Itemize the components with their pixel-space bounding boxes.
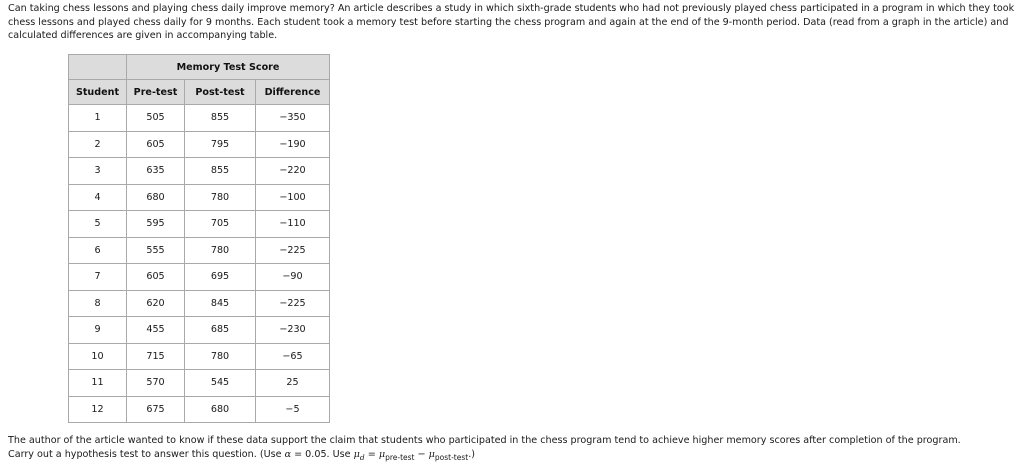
cell-difference: −90 xyxy=(256,264,330,291)
cell-post-test: 845 xyxy=(185,290,256,317)
problem-intro: Can taking chess lessons and playing chess daily improve memory? An article describes a study in which sixth-grade students who had not previously played chess participated in a program in which they took chess lessons and played chess daily for 9 months. Each student took a memory test before starting the chess program and again at the end of the 9-month period. Data (read from a graph in the article) and calculated differences are given in accompanying table. xyxy=(8,3,1015,42)
cell-student: 8 xyxy=(69,290,127,317)
minus-sign: − xyxy=(414,449,429,460)
cell-pre-test: 595 xyxy=(127,211,185,238)
cell-pre-test: 605 xyxy=(127,264,185,291)
cell-pre-test: 555 xyxy=(127,237,185,264)
close-paren: .) xyxy=(468,449,475,460)
memory-score-table xyxy=(68,54,330,423)
cell-student: 5 xyxy=(69,211,127,238)
cell-difference: −225 xyxy=(256,237,330,264)
cell-student: 2 xyxy=(69,131,127,158)
cell-pre-test: 620 xyxy=(127,290,185,317)
table-row xyxy=(69,184,330,211)
table-body xyxy=(69,105,330,423)
cell-pre-test: 570 xyxy=(127,370,185,397)
cell-post-test: 705 xyxy=(185,211,256,238)
equals-sign: = xyxy=(364,449,379,460)
cell-difference: −190 xyxy=(256,131,330,158)
mu-post-subscript: post-test xyxy=(434,453,469,462)
cell-difference: −65 xyxy=(256,343,330,370)
question-line-2-prefix: Carry out a hypothesis test to answer this question. (Use xyxy=(8,449,285,460)
cell-post-test: 695 xyxy=(185,264,256,291)
cell-student: 10 xyxy=(69,343,127,370)
cell-pre-test: 675 xyxy=(127,396,185,423)
alpha-symbol: α xyxy=(284,449,292,460)
table-row xyxy=(69,105,330,132)
cell-pre-test: 505 xyxy=(127,105,185,132)
cell-pre-test: 455 xyxy=(127,317,185,344)
cell-post-test: 780 xyxy=(185,184,256,211)
cell-pre-test: 635 xyxy=(127,158,185,185)
table-row xyxy=(69,158,330,185)
cell-pre-test: 605 xyxy=(127,131,185,158)
table-row xyxy=(69,211,330,238)
group-header-memory-test-score: Memory Test Score xyxy=(127,55,330,80)
mu-post-symbol: μ xyxy=(428,449,435,460)
cell-student: 1 xyxy=(69,105,127,132)
mu-pre-subscript: pre-test xyxy=(385,453,415,462)
cell-post-test: 780 xyxy=(185,237,256,264)
cell-difference: −230 xyxy=(256,317,330,344)
cell-post-test: 795 xyxy=(185,131,256,158)
cell-student: 9 xyxy=(69,317,127,344)
mu-d-symbol: μ xyxy=(353,449,360,460)
table-corner-cell xyxy=(69,55,127,80)
col-header-difference: Difference xyxy=(256,80,330,105)
cell-post-test: 855 xyxy=(185,105,256,132)
table-row xyxy=(69,396,330,423)
cell-difference: −220 xyxy=(256,158,330,185)
cell-post-test: 545 xyxy=(185,370,256,397)
cell-post-test: 780 xyxy=(185,343,256,370)
cell-difference: −5 xyxy=(256,396,330,423)
cell-difference: −100 xyxy=(256,184,330,211)
cell-student: 6 xyxy=(69,237,127,264)
mu-d-subscript: d xyxy=(359,453,365,462)
cell-post-test: 680 xyxy=(185,396,256,423)
question-line-1: The author of the article wanted to know if these data support the claim that students who participated in the chess program tend to achieve higher memory scores after completion of the program. xyxy=(8,435,961,446)
col-header-post-test: Post-test xyxy=(185,80,256,105)
question-line-2 xyxy=(8,449,475,460)
table-row xyxy=(69,237,330,264)
cell-pre-test: 715 xyxy=(127,343,185,370)
cell-difference: −225 xyxy=(256,290,330,317)
mu-pre-symbol: μ xyxy=(378,449,386,460)
cell-student: 12 xyxy=(69,396,127,423)
table-row xyxy=(69,370,330,397)
table-row xyxy=(69,264,330,291)
cell-pre-test: 680 xyxy=(127,184,185,211)
cell-post-test: 855 xyxy=(185,158,256,185)
cell-difference: −350 xyxy=(256,105,330,132)
cell-difference: −110 xyxy=(256,211,330,238)
table-row xyxy=(69,131,330,158)
col-header-student: Student xyxy=(69,80,127,105)
cell-post-test: 685 xyxy=(185,317,256,344)
table-row xyxy=(69,290,330,317)
alpha-value: = 0.05. Use xyxy=(291,449,354,460)
cell-student: 11 xyxy=(69,370,127,397)
cell-student: 7 xyxy=(69,264,127,291)
cell-student: 4 xyxy=(69,184,127,211)
cell-difference: 25 xyxy=(256,370,330,397)
cell-student: 3 xyxy=(69,158,127,185)
table-row xyxy=(69,343,330,370)
problem-question xyxy=(8,434,1016,465)
table-row xyxy=(69,317,330,344)
col-header-pre-test: Pre-test xyxy=(127,80,185,105)
